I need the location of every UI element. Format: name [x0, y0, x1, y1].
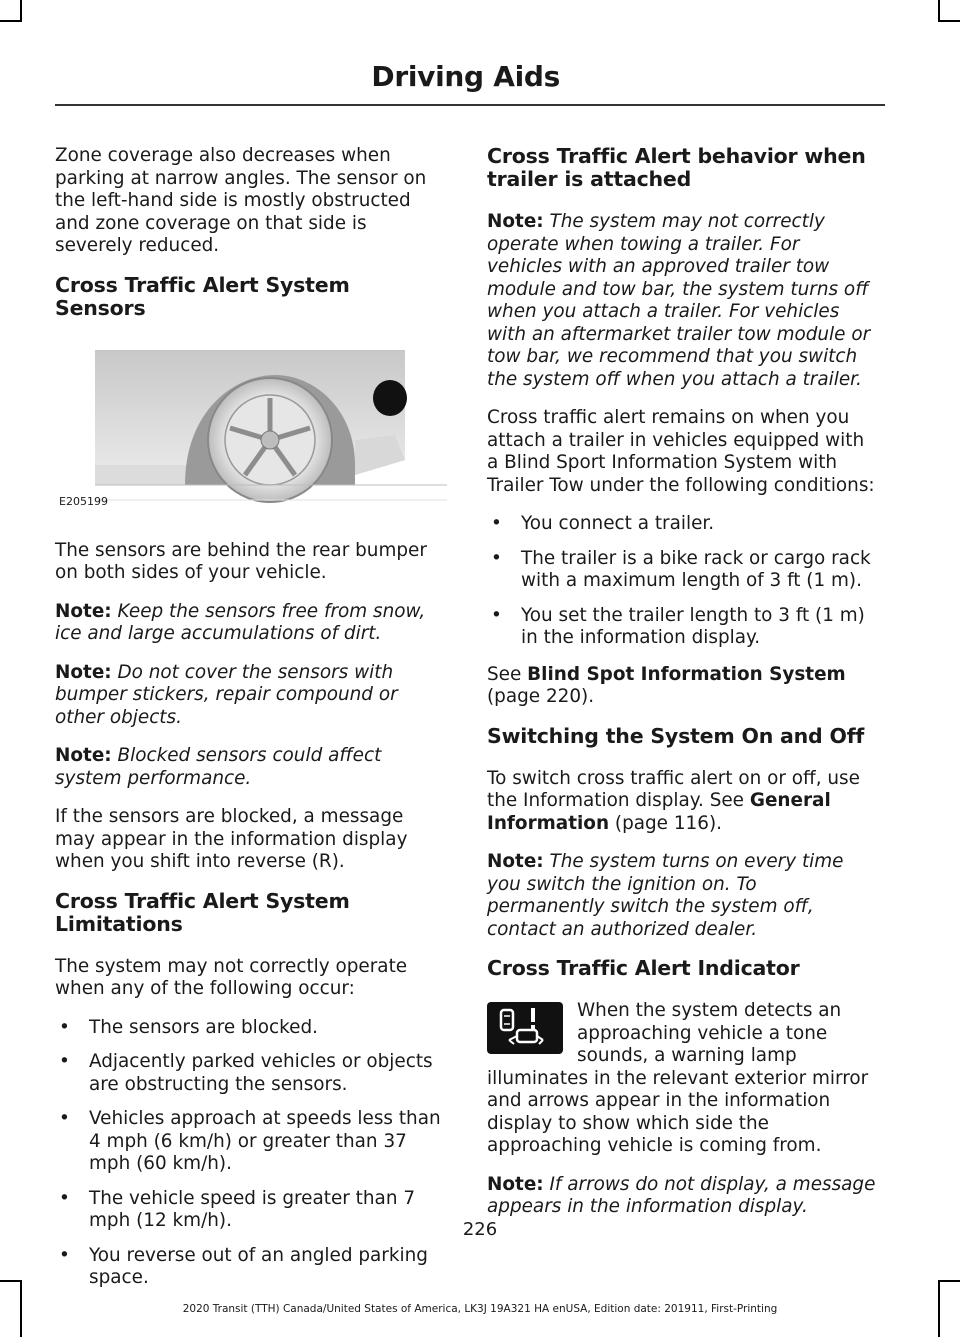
page-reference: (page 116).: [609, 812, 722, 834]
see-reference: [487, 664, 879, 709]
sensors-paragraph: The sensors are behind the rear bumper on both sides of your vehicle.: [55, 539, 427, 583]
page-number: 226: [462, 1219, 498, 1240]
intro-paragraph: Zone coverage also decreases when parking at narrow angles. The sensor on the left-hand side is mostly obstructed and zone coverage on that side is severely reduced.: [55, 145, 427, 256]
list-item: • The vehicle speed is greater than 7 mph (12 km/h).: [55, 1188, 447, 1233]
header-divider: [55, 104, 885, 106]
switch-paragraph: [487, 768, 879, 836]
list-item: • Vehicles approach at speeds less than 4 mph (6 km/h) or greater than 37 mph (60 km/h).: [55, 1108, 447, 1176]
trailer-conditions-list: [487, 513, 879, 650]
cross-traffic-alert-icon: [487, 1002, 563, 1054]
sensors-heading: Cross Traffic Alert System Sensors: [55, 272, 350, 320]
note-text: Blocked sensors could affect system performance.: [55, 745, 382, 789]
crop-mark: [0, 1280, 22, 1282]
blind-spot-link[interactable]: Blind Spot Information System: [527, 663, 846, 685]
list-item: • You reverse out of an angled parking space.: [55, 1245, 447, 1290]
list-item: • Adjacently parked vehicles or objects are obstructing the sensors.: [55, 1051, 447, 1096]
list-item: • The sensors are blocked.: [55, 1017, 447, 1040]
note-label: Note:: [55, 745, 112, 766]
footer-text: 2020 Transit (TTH) Canada/United States of America, LK3J 19A321 HA enUSA, Edition date: 201911, First-Printing: [182, 1303, 778, 1315]
note-paragraph: [55, 745, 447, 790]
see-prefix: See: [487, 663, 528, 685]
note-paragraph: [55, 601, 447, 646]
note-paragraph: [487, 851, 879, 941]
page-reference: (page 220).: [487, 686, 595, 707]
list-item: • You set the trailer length to 3 ft (1 m) in the information display.: [487, 605, 879, 650]
indicator-paragraph: When the system detects an approaching vehicle a tone sounds, a warning lamp illuminates in the relevant exterior mirror and arrows appear in the information display to show which side the approaching vehicle is coming from.: [487, 1000, 869, 1156]
note-label: Note:: [487, 851, 544, 872]
note-paragraph: [487, 1174, 879, 1219]
trailer-paragraph: Cross traffic alert remains on when you attach a trailer in vehicles equipped with a Blind Sport Information System with Trailer Tow under the following conditions:: [487, 407, 875, 496]
crop-mark: [938, 0, 940, 22]
indicator-heading: Cross Traffic Alert Indicator: [487, 956, 800, 980]
limitations-heading: Cross Traffic Alert System Limitations: [55, 888, 350, 936]
cross-traffic-alert-icon: [487, 1002, 563, 1054]
switch-heading: Switching the System On and Off: [487, 723, 865, 748]
limitations-list: [55, 1017, 447, 1290]
left-column: [55, 145, 447, 1304]
note-text: The system may not correctly operate when towing a trailer. For vehicles with an approved trailer tow module and tow bar, the system turns off when you attach a trailer. For vehicles with an aftermarket trailer tow module or tow bar, we recommend that you switch the system off when you attach a trailer.: [487, 211, 871, 390]
crop-mark: [0, 20, 22, 22]
list-item: • You connect a trailer.: [487, 513, 879, 536]
crop-mark: [20, 0, 22, 22]
trailer-heading: Cross Traffic Alert behavior when trailer is attached: [487, 144, 866, 191]
rear-wheel-illustration: [55, 340, 447, 518]
note-text: Keep the sensors free from snow, ice and large accumulations of dirt.: [55, 600, 426, 644]
right-column: [487, 145, 879, 1235]
blocked-paragraph: If the sensors are blocked, a message may appear in the information display when you shift into reverse (R).: [55, 806, 408, 872]
note-label: Note:: [55, 661, 112, 683]
note-text: If arrows do not display, a message appears in the information display.: [487, 1173, 876, 1217]
page-title: Driving Aids: [371, 60, 560, 93]
sensor-illustration: [55, 340, 447, 518]
crop-mark: [938, 1280, 960, 1282]
limitations-intro: The system may not correctly operate when any of the following occur:: [55, 955, 408, 999]
note-paragraph: [55, 662, 447, 730]
crop-mark: [938, 20, 960, 22]
note-label: Note:: [487, 1173, 544, 1195]
list-item: • The trailer is a bike rack or cargo rack with a maximum length of 3 ft (1 m).: [487, 548, 879, 593]
switch-text: To switch cross traffic alert on or off, use the Information display. See: [487, 767, 860, 811]
general-information-link[interactable]: General Information: [487, 790, 831, 834]
note-text: Do not cover the sensors with bumper stickers, repair compound or other objects.: [55, 661, 398, 728]
indicator-section: [487, 1000, 879, 1174]
note-label: Note:: [55, 600, 112, 622]
figure-code: E205199: [59, 495, 108, 508]
note-text: The system turns on every time you switch the ignition on. To permanently switch the system off, contact an authorized dealer.: [487, 851, 844, 940]
note-label: Note:: [487, 211, 544, 232]
note-paragraph: [487, 211, 879, 391]
